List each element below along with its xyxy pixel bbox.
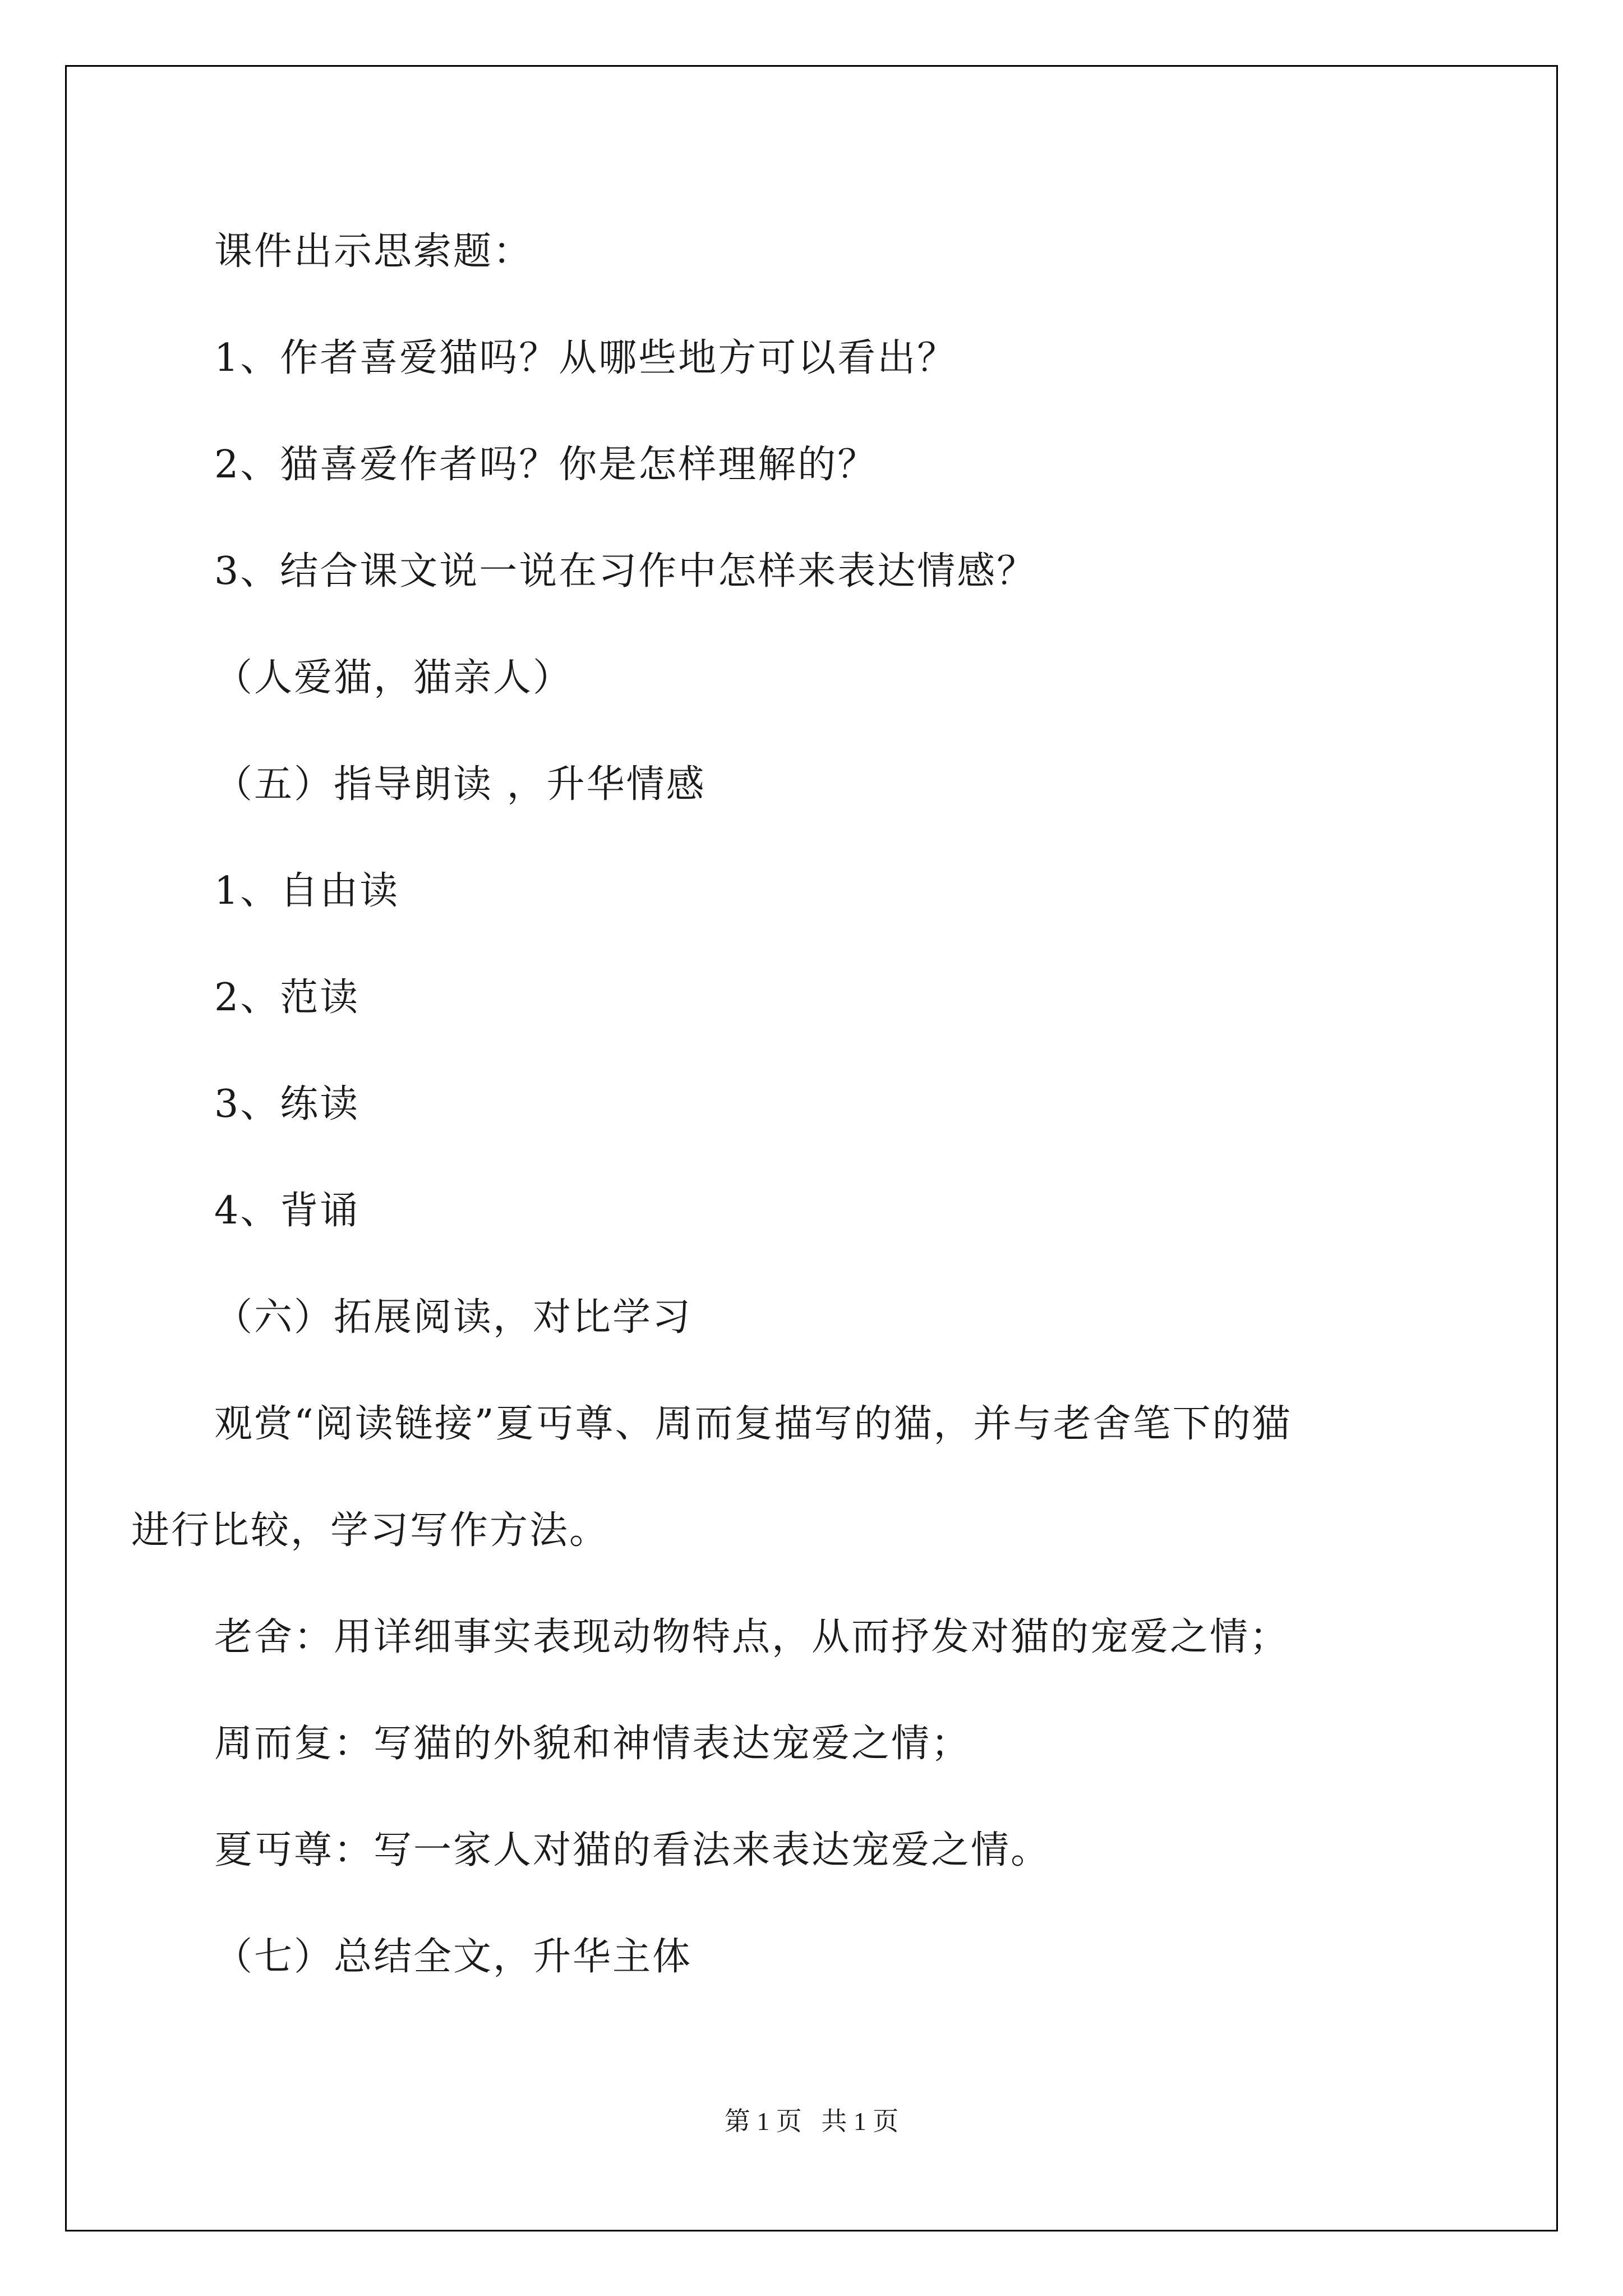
paragraph-prompt-title: 课件出示思索题： — [214, 229, 533, 274]
page-border — [65, 65, 1558, 2231]
page-footer: 第 1 页 共 1 页 — [724, 2107, 899, 2136]
paragraph-reading-link: 观赏“阅读链接”夏丏尊、周而复描写的猫，并与老舍笔下的猫 — [214, 1402, 1292, 1446]
section-heading-6: （六）拓展阅读，对比学习 — [214, 1295, 693, 1340]
paragraph-zhou-erfu: 周而复：写猫的外貌和神情表达宠爱之情； — [214, 1722, 971, 1766]
section-heading-5: （五）指导朗读 ，升华情感 — [214, 762, 706, 807]
paragraph-summary-note: （人爱猫，猫亲人） — [214, 656, 573, 700]
section-heading-7: （七）总结全文，升华主体 — [214, 1935, 693, 1979]
paragraph-xia-mianzun: 夏丏尊：写一家人对猫的看法来表达宠爱之情。 — [214, 1828, 1051, 1872]
list-item-model-reading: 2、范读 — [214, 976, 360, 1020]
paragraph-question-1: 1、作者喜爱猫吗？从哪些地方可以看出？ — [214, 336, 957, 380]
list-item-practice-reading: 3、练读 — [214, 1082, 360, 1126]
paragraph-question-3: 3、结合课文说一说在习作中怎样来表达情感？ — [214, 549, 1037, 593]
list-item-free-reading: 1、自由读 — [214, 869, 400, 913]
list-item-recitation: 4、背诵 — [214, 1189, 360, 1233]
paragraph-lao-she: 老舍：用详细事实表现动物特点，从而抒发对猫的宠爱之情； — [214, 1615, 1290, 1659]
paragraph-question-2: 2、猫喜爱作者吗？你是怎样理解的？ — [214, 443, 878, 487]
paragraph-reading-link-continued: 进行比较，学习写作方法。 — [131, 1508, 610, 1553]
